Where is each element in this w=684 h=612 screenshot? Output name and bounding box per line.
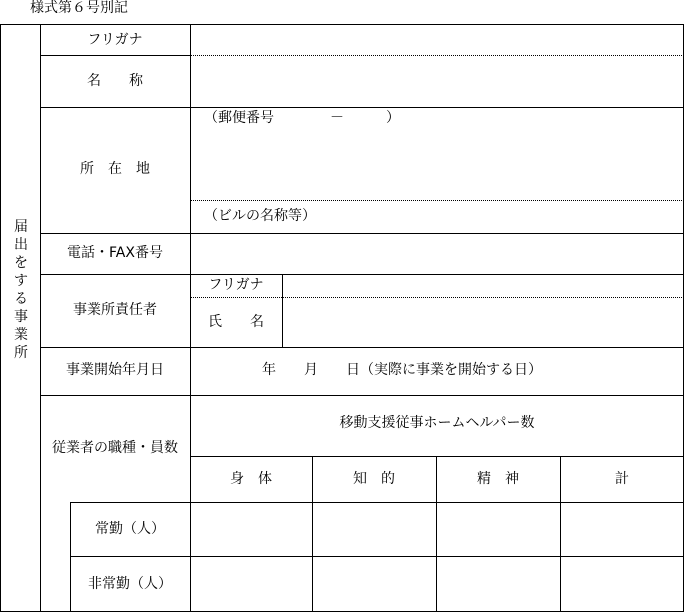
building-name-label: （ビルの名称等） xyxy=(204,208,316,224)
full-time-total-cell[interactable] xyxy=(562,504,682,554)
part-time-mental-cell[interactable] xyxy=(438,558,558,610)
part-time-total-cell[interactable] xyxy=(562,558,682,610)
row-part-time: 非常勤（人） xyxy=(88,576,172,592)
part-time-physical-cell[interactable] xyxy=(192,558,310,610)
staff-header: 移動支援従事ホームヘルパー数 xyxy=(339,415,535,431)
side-label-reporting-office: 届 出 を す る 事 業 所 xyxy=(14,219,28,361)
column-physical: 身 体 xyxy=(230,471,272,487)
postal-code-label: （郵便番号 － ） xyxy=(204,110,400,126)
part-time-intellectual-cell[interactable] xyxy=(314,558,434,610)
column-total: 計 xyxy=(615,471,629,487)
form-number: 様式第６号別記 xyxy=(30,0,128,16)
manager-label: 事業所責任者 xyxy=(73,302,157,318)
address-label: 所 在 地 xyxy=(80,161,150,177)
start-date-value: 年 月 日（実際に事業を開始する日） xyxy=(262,362,542,378)
row-full-time: 常勤（人） xyxy=(95,521,165,537)
start-date-label: 事業開始年月日 xyxy=(66,362,164,378)
manager-name-field[interactable] xyxy=(284,299,682,346)
manager-furigana-field[interactable] xyxy=(284,276,682,296)
name-field[interactable] xyxy=(192,57,682,106)
manager-furigana-label: フリガナ xyxy=(208,277,264,293)
name-label: 名 称 xyxy=(87,73,143,89)
full-time-mental-cell[interactable] xyxy=(438,504,558,554)
full-time-physical-cell[interactable] xyxy=(192,504,310,554)
full-time-intellectual-cell[interactable] xyxy=(314,504,434,554)
address-field[interactable] xyxy=(192,130,682,198)
furigana-field[interactable] xyxy=(192,26,682,54)
phone-fax-field[interactable] xyxy=(192,235,682,273)
staff-label: 従業者の職種・員数 xyxy=(52,440,178,456)
phone-fax-label: 電話・FAX番号 xyxy=(67,245,163,261)
column-mental: 精 神 xyxy=(477,471,519,487)
manager-name-label: 氏 名 xyxy=(208,314,264,330)
column-intellectual: 知 的 xyxy=(353,471,395,487)
furigana-label: フリガナ xyxy=(87,32,143,48)
